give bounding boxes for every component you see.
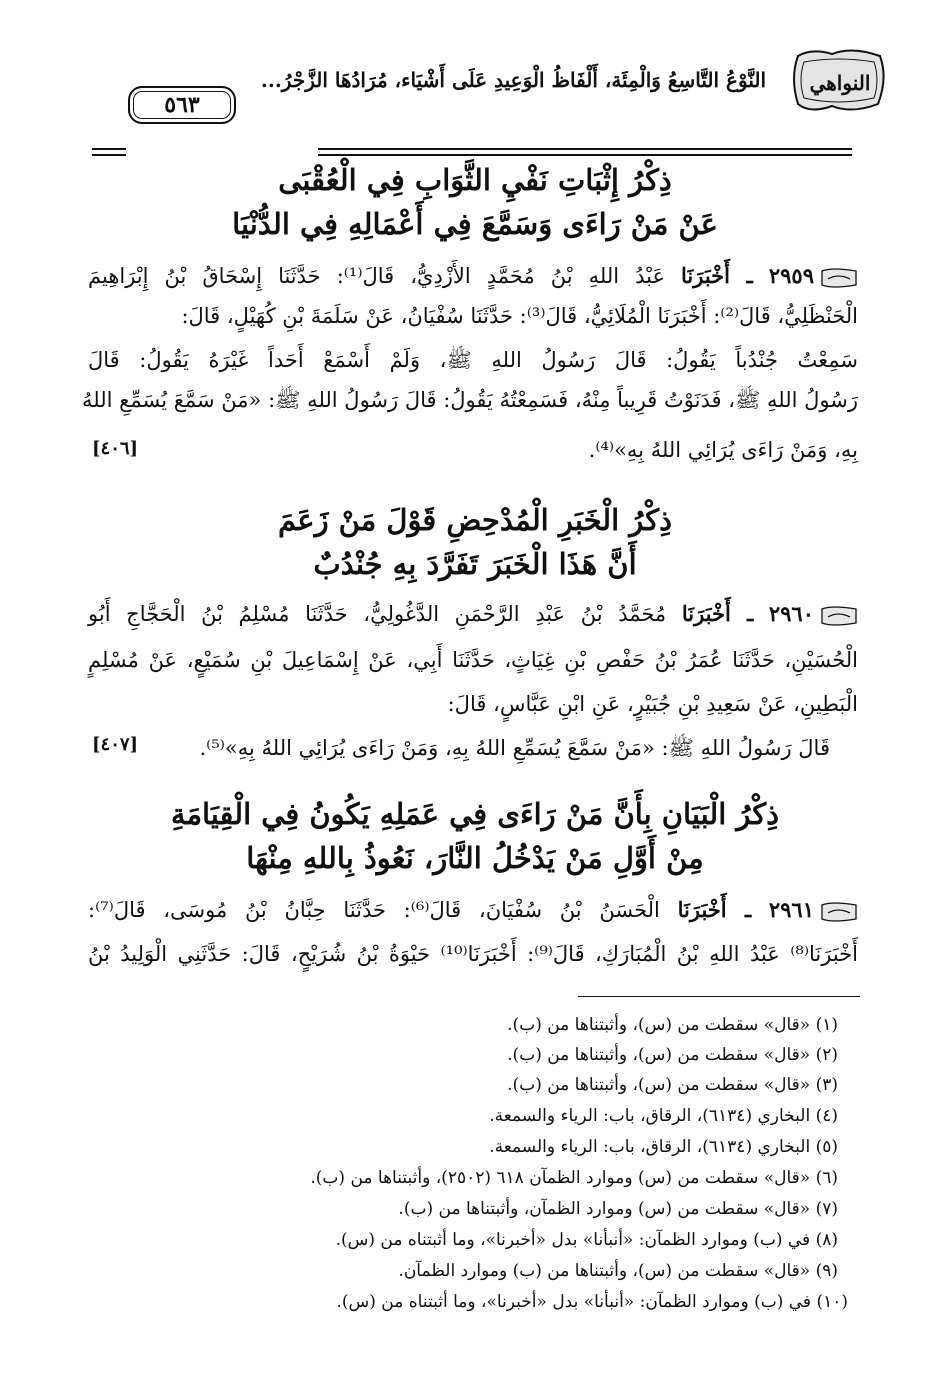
hadith-line xyxy=(88,892,858,928)
header-rule xyxy=(92,154,126,156)
hadith-line: رَسُولُ اللهِ ﷺ، فَدَنَوْتُ قَرِيباً مِنْهُ، فَسَمِعْتُهُ يَقُولُ: قَالَ رَسُولُ اللهِ ﷺ: «مَنْ سَمَّعَ يُسَمِّعِ اللهُ xyxy=(82,388,858,412)
hadith-icon xyxy=(820,605,858,627)
hadith-line: قَالَ رَسُولُ اللهِ ﷺ: «مَنْ سَمَّعَ يُسَمِّعِ اللهُ بِهِ، وَمَنْ رَاءَى يُرَائِي اللهُ بِهِ»⁽⁵⁾. xyxy=(199,736,830,760)
hadith-text: الْحَسَنُ بْنُ سُفْيَانَ، قَالَ⁽⁶⁾: حَدَّثَنَا حِبَّانُ بْنُ مُوسَى، قَالَ⁽⁷⁾: xyxy=(88,898,660,922)
badge-text: النواهي xyxy=(809,71,871,95)
section-heading xyxy=(90,158,860,246)
hadith-intro: ـ أَخْبَرَنَا xyxy=(681,263,753,288)
heading-line: ذِكْرُ الْخَبَرِ الْمُدْحِضِ قَوْلَ مَنْ زَعَمَ xyxy=(277,503,673,537)
footnote: (١٠) في (ب) وموارد الظمآن: «أنبأنا» بدل «أخبرنا»، وما أثبتناه من (س). xyxy=(336,1292,848,1312)
footnote: (٧) «قال» سقطت من (س) وموارد الظمآن، وأثبتناها من (ب). xyxy=(398,1199,838,1219)
footnote: (٥) البخاري (٦١٣٤)، الرقاق، باب: الرياء والسمعة. xyxy=(489,1137,838,1157)
hadith-line xyxy=(88,596,858,632)
footnote: (٣) «قال» سقطت من (س)، وأثبتناها من (ب). xyxy=(507,1075,838,1095)
page-number: ٥٦٣ xyxy=(128,86,236,124)
footnote: (٦) «قال» سقطت من (س) وموارد الظمآن ٦١٨ (٢٥٠٢)، وأثبتناها من (ب). xyxy=(310,1168,838,1188)
footnote: (٨) في (ب) وموارد الظمآن: «أنبأنا» بدل «أخبرنا»، وما أثبتناه من (س). xyxy=(335,1230,838,1250)
heading-line: مِنْ أَوَّلِ مَنْ يَدْخُلُ النَّارَ، نَعُوذُ بِاللهِ مِنْهَا xyxy=(246,841,704,875)
hadith-line: سَمِعْتُ جُنْدُباً يَقُولُ: قَالَ رَسُولُ اللهِ ﷺ، وَلَمْ أَسْمَعْ أَحَداً غَيْرَهُ يَقُولُ: قَالَ xyxy=(88,348,858,372)
header-rule xyxy=(318,154,852,156)
hadith-icon xyxy=(820,267,858,289)
reference-number: [٤٠٦] xyxy=(92,438,139,459)
footnote: (٢) «قال» سقطت من (س)، وأثبتناها من (ب). xyxy=(507,1045,838,1065)
heading-line: ذِكْرُ إِثْبَاتِ نَفْيِ الثَّوَابِ فِي الْعُقْبَى xyxy=(278,163,672,197)
footnote: (١) «قال» سقطت من (س)، وأثبتناها من (ب). xyxy=(507,1015,838,1035)
heading-line: عَنْ مَنْ رَاءَى وَسَمَّعَ فِي أَعْمَالِهِ فِي الدُّنْيَا xyxy=(232,207,718,241)
page-header xyxy=(82,48,870,124)
hadith-text: عَبْدُ اللهِ بْنُ مُحَمَّدٍ الأَزْدِيُّ، قَالَ⁽¹⁾: حَدَّثَنَا إِسْحَاقُ بْنُ إِبْرَاهِيمَ xyxy=(88,264,665,288)
footnote: (٩) «قال» سقطت من (س)، وأثبتناها من (ب) وموارد الظمآن. xyxy=(398,1261,838,1281)
hadith-line: الْبَطِينِ، عَنْ سَعِيدِ بْنِ جُبَيْرٍ، عَنِ ابْنِ عَبَّاسٍ، قَالَ: xyxy=(447,692,858,716)
hadith-number: ٢٩٦٠ xyxy=(768,601,814,626)
section-heading xyxy=(90,498,860,586)
hadith-line xyxy=(88,258,858,294)
hadith-number: ٢٩٥٩ xyxy=(768,263,814,288)
hadith-icon xyxy=(820,901,858,923)
header-rule xyxy=(92,148,126,150)
hadith-intro: ـ أَخْبَرَنَا xyxy=(677,897,752,922)
reference-number: [٤٠٧] xyxy=(92,734,139,755)
footnote-rule xyxy=(578,996,860,997)
header-rule xyxy=(318,148,852,150)
hadith-number: ٢٩٦١ xyxy=(768,897,814,922)
hadith-line: بِهِ، وَمَنْ رَاءَى يُرَائِي اللهُ بِهِ»⁽⁴⁾. xyxy=(588,438,858,462)
hadith-intro: ـ أَخْبَرَنَا xyxy=(681,601,754,626)
hadith-line: أَخْبَرَنَا⁽⁸⁾ عَبْدُ اللهِ بْنُ الْمُبَارَكِ، قَالَ⁽⁹⁾: أَخْبَرَنَا⁽¹⁰⁾ حَيْوَةُ بْنُ شُرَيْحٍ، قَالَ: حَدَّثَنِي الْوَلِيدُ بْنُ xyxy=(88,942,858,966)
hadith-line: الْحَنْظَلِيُّ، قَالَ⁽²⁾: أَخْبَرَنَا الْمُلَائِيُّ، قَالَ⁽³⁾: حَدَّثَنَا سُفْيَانُ، عَنْ سَلَمَةَ بْنِ كُهَيْلٍ، قَالَ: xyxy=(181,304,858,328)
running-title: النَّوْعُ التَّاسِعُ وَالْمِئَة، أَلْفَاظُ الْوَعِيدِ عَلَى أَشْيَاء، مُرَادُهَا الزَّجْرُ... xyxy=(260,68,766,92)
hadith-text: مُحَمَّدُ بْنُ عَبْدِ الرَّحْمَنِ الدَّغُولِيُّ، حَدَّثَنَا مُسْلِمُ بْنُ الْحَجَّاجِ أَبُو xyxy=(88,602,667,626)
heading-line: ذِكْرُ الْبَيَانِ بِأَنَّ مَنْ رَاءَى فِي عَمَلِهِ يَكُونُ فِي الْقِيَامَةِ xyxy=(170,797,780,831)
chapter-badge xyxy=(792,48,888,114)
section-heading xyxy=(90,792,860,880)
heading-line: أَنَّ هَذَا الْخَبَرَ تَفَرَّدَ بِهِ جُنْدُبٌ xyxy=(313,547,637,581)
footnote: (٤) البخاري (٦١٣٤)، الرقاق، باب: الرياء والسمعة. xyxy=(489,1106,838,1126)
hadith-line: الْحُسَيْنِ، حَدَّثَنَا عُمَرُ بْنُ حَفْصِ بْنِ غِيَاثٍ، حَدَّثَنَا أَبِي، عَنْ إِسْمَاعِيلَ بْنِ سُمَيْعٍ، عَنْ مُسْلِمٍ xyxy=(88,648,858,672)
